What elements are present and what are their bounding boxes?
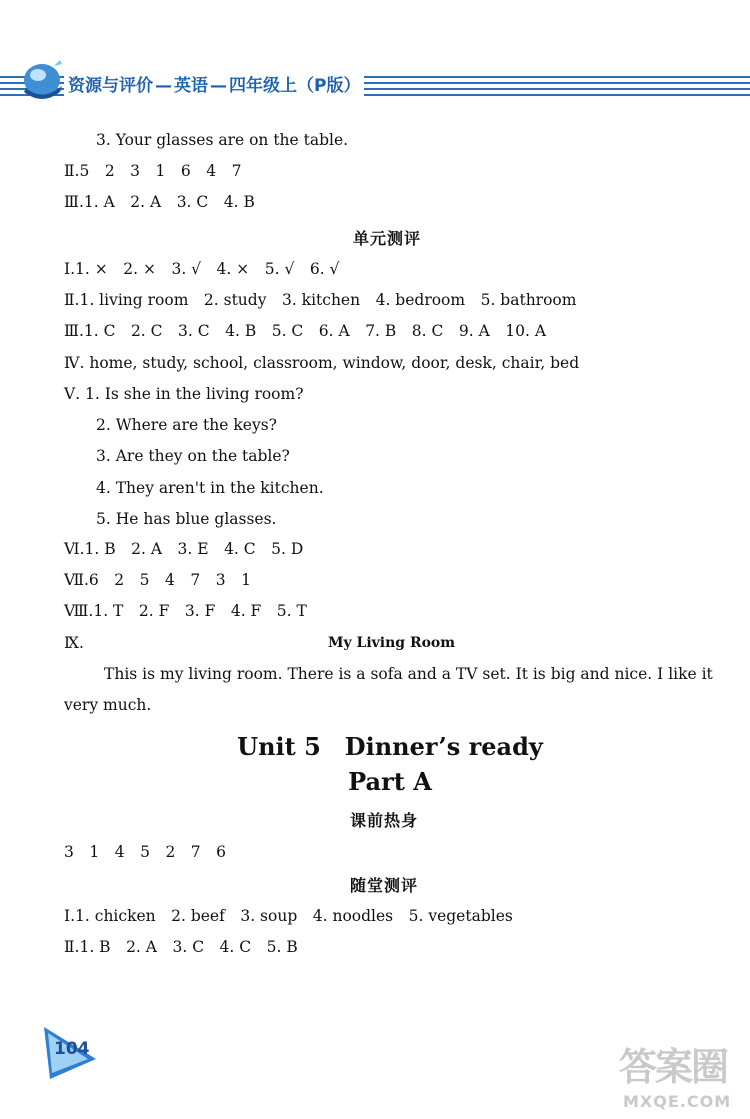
watermark-logo-text: 答案圈 xyxy=(619,1045,728,1089)
answer-line: Ⅱ.1. living room 2. study 3. kitchen 4. bedroom 5. bathroom xyxy=(64,291,577,309)
answer-line: 2. Where are the keys? xyxy=(96,416,277,434)
essay-line: This is my living room. There is a sofa and a TV set. It is big and nice. I like it xyxy=(104,665,713,683)
answer-line: Ⅵ.1. B 2. A 3. E 4. C 5. D xyxy=(64,540,304,558)
answer-line: Ⅰ.1. chicken 2. beef 3. soup 4. noodles 5. vegetables xyxy=(64,907,513,925)
grade-name: 四年级上（P版） xyxy=(229,76,361,96)
essay-line: very much. xyxy=(64,696,152,714)
subject-name: 英语 xyxy=(174,76,208,96)
watermark-url: MXQE.COM xyxy=(623,1092,732,1111)
unit-title: Unit 5 Dinner’s ready xyxy=(237,732,543,761)
answer-line: Ⅸ. xyxy=(64,634,84,652)
answer-line: 5. He has blue glasses. xyxy=(96,510,277,528)
answer-line: Ⅰ.1. × 2. × 3. √ 4. × 5. √ 6. √ xyxy=(64,260,340,278)
answer-line: Ⅷ.1. T 2. F 3. F 4. F 5. T xyxy=(64,602,307,620)
answer-line: Ⅱ.5 2 3 1 6 4 7 xyxy=(64,162,242,180)
answer-line: 4. They aren't in the kitchen. xyxy=(96,479,324,497)
header-title: 资源与评价 — 英语 — 四年级上（P版） xyxy=(64,71,364,96)
answer-line: Ⅲ.1. A 2. A 3. C 4. B xyxy=(64,193,255,211)
section-heading-warmup: 课前热身 xyxy=(350,811,419,830)
page-number-badge xyxy=(38,1023,108,1083)
answer-line: 3 1 4 5 2 7 6 xyxy=(64,843,227,861)
answer-line: Ⅲ.1. C 2. C 3. C 4. B 5. C 6. A 7. B 8. C 9. A 10. A xyxy=(64,322,547,340)
section-heading-unit-test: 单元测评 xyxy=(353,229,422,248)
essay-title: My Living Room xyxy=(328,635,456,651)
answer-line: 3. Are they on the table? xyxy=(96,447,290,465)
watermark xyxy=(615,1036,750,1119)
page-number: 104 xyxy=(54,1039,90,1059)
answer-line: Ⅳ. home, study, school, classroom, window, door, desk, chair, bed xyxy=(64,354,580,372)
part-title: Part A xyxy=(348,767,432,796)
answer-line: Ⅶ.6 2 5 4 7 3 1 xyxy=(64,571,251,589)
section-heading-class-test: 随堂测评 xyxy=(350,876,419,895)
answer-line: Ⅱ.1. B 2. A 3. C 4. C 5. B xyxy=(64,938,298,956)
series-name: 资源与评价 xyxy=(68,76,153,96)
answer-line: 3. Your glasses are on the table. xyxy=(96,131,349,149)
book-logo-icon xyxy=(20,58,70,104)
page-header xyxy=(0,58,750,110)
answer-line: Ⅴ. 1. Is she in the living room? xyxy=(64,385,304,403)
